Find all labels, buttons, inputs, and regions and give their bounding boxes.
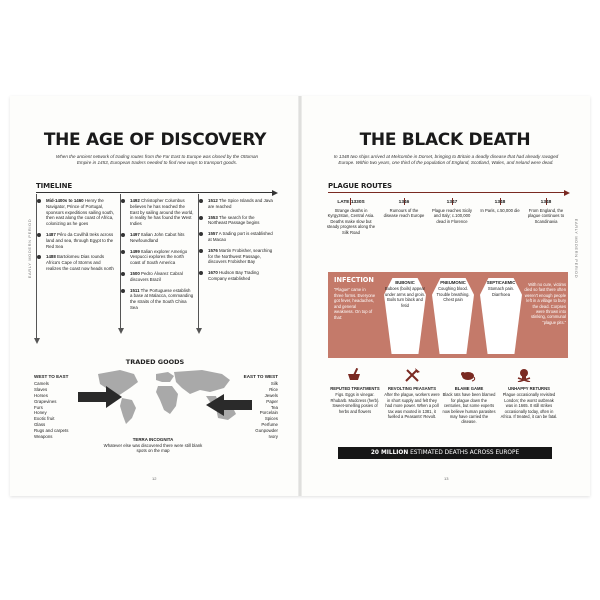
- timeline-entry: 1492 Christopher Columbus believes he has reached the East by sailing around the world, in reality he has found the West Indies: [130, 198, 194, 227]
- timeline-entry: 1553 The search for the Northeast Passage begins: [208, 215, 274, 227]
- fact-peasants: REVOLTING PEASANTS After the plague, workers were in short supply and felt they had more power. When a poll tax was mooted in 1381, it fuelled a Peasants' Revolt.: [384, 386, 440, 420]
- intro-text: When the ancient network of trading routes from the Far East to Europe was closed by the Ottoman Empire in 1453, European traders needed to find new ways to transport goods.: [55, 154, 259, 166]
- page-title: THE BLACK DEATH: [359, 130, 531, 150]
- side-tab: EARLY MODERN PERIOD: [27, 218, 33, 279]
- crossed-tools-icon: [404, 368, 420, 382]
- side-tab: EARLY MODERN PERIOD: [573, 218, 579, 279]
- fact-unhappy-returns: UNHAPPY RETURNS Plague occasionally revisited London; the worst outbreak was in 1665. It still strikes occasionally today, often in Africa. If treated, it can be fatal.: [500, 386, 558, 420]
- fact-treatments: REPUTED TREATMENTS Figs. Eggs in vinegar. Rhubarb. Mudcress (herb). Sweet-smelling posies of herbs and flowers: [330, 386, 380, 414]
- timeline-column-3: [208, 198, 274, 287]
- list-item: Porcelain: [259, 410, 278, 416]
- timeline-entry: 1487 Pêro da Covilhã treks across land and sea, through Egypt to the Red Sea: [46, 232, 116, 249]
- infection-type-pneumonic: PNEUMONIC Coughing blood. Trouble breathing. Chest pain: [436, 280, 470, 303]
- timeline-column-2: [130, 198, 194, 316]
- infection-type-septicaemic: SEPTICAEMIC Stomach pain. Diarrhoea: [486, 280, 516, 297]
- list-item: Grapevines: [34, 398, 57, 404]
- timeline-arrow-1: [34, 338, 40, 344]
- list-item: Jewels: [264, 392, 278, 398]
- timeline-arrow-3: [196, 328, 202, 334]
- timeline-entry: 1488 Bartolomeu Dias rounds Africa's Cape of Storms and realizes the coast now heads north: [46, 254, 116, 271]
- list-item: Rugs and carpets: [34, 428, 69, 434]
- timeline-entry: 1576 Martin Frobisher, searching for the Northwest Passage, discovers Frobisher Bay: [208, 248, 274, 265]
- infection-heading: INFECTION: [334, 276, 374, 284]
- route-item: 1346 Rumours of the disease reach Europe: [383, 200, 425, 219]
- timeline-entry: 1499 Italian explorer Amerigo Vespucci explores the north coast of South America: [130, 249, 194, 266]
- timeline-heading: TIMELINE: [36, 182, 73, 190]
- timeline-entry: 1497 Italian John Cabot hits Newfoundland: [130, 232, 194, 244]
- timeline-entry: 1512 The Spice Islands and Java are reached: [208, 198, 274, 210]
- routes-arrowhead: [564, 190, 570, 196]
- list-item: Tea: [270, 404, 278, 410]
- list-item: Rice: [269, 386, 278, 392]
- list-item: Weapons: [34, 434, 53, 440]
- east-to-west-list: [224, 374, 278, 440]
- timeline-line-1: [36, 194, 37, 338]
- timeline-column-1: [46, 198, 116, 277]
- traded-goods-heading: TRADED GOODS: [125, 358, 185, 366]
- list-item: Furs: [34, 404, 43, 410]
- terra-text: Whatever else was discovered there were still blank spots on the map: [103, 442, 203, 454]
- list-item: Exotic fruit: [34, 416, 55, 422]
- timeline-line-2: [120, 194, 121, 328]
- death-toll-banner: 20 MILLION ESTIMATED DEATHS ACROSS EUROPE: [338, 447, 552, 459]
- list-item: Camels: [34, 380, 49, 386]
- page-number: 13: [444, 476, 449, 481]
- plague-routes-heading: PLAGUE ROUTES: [328, 182, 392, 190]
- infection-type-bubonic: BUBONIC Buboes (boils) appear under arms and groin. Boils turn black and fetid: [384, 280, 426, 308]
- timeline-rule: [36, 192, 272, 193]
- list-item: Ivory: [268, 434, 278, 440]
- terra-incognita: [98, 437, 208, 454]
- timeline-entry: 1557 A trading port is established at Macao: [208, 231, 274, 243]
- routes-top-rule: [328, 192, 564, 193]
- fact-blame-game: BLAME GAME Black rats have been blamed for plague down the centuries, but some experts now believe human parasites may have carried the disease.: [442, 386, 496, 425]
- route-item: 1348 From England, the plague continues to Scandinavia: [527, 200, 565, 224]
- list-item: Silk: [270, 380, 278, 386]
- timeline-entry: 1500 Pedro Álvarez Cabral discovers Brazil: [130, 271, 194, 283]
- list-item: Glass: [34, 422, 46, 428]
- list-item: Perfume: [261, 422, 278, 428]
- route-item: 1347 Plague reaches Sicily and Italy; c.100,000 dead in Florence: [431, 200, 473, 224]
- mortar-pestle-icon: [346, 368, 362, 382]
- right-page: [300, 96, 590, 496]
- book-spread: [10, 96, 590, 496]
- timeline-entry: 1511 The Portuguese establish a base at Malacca, commanding the straits of the South China Sea: [130, 288, 194, 311]
- page-title: THE AGE OF DISCOVERY: [43, 130, 267, 150]
- infection-outcome: With no cure, victims died so fast there often weren't enough people left in a village to bury the dead. Corpses were thrown into stinking, communal “plague pits.”: [524, 282, 566, 325]
- terra-heading: TERRA INCOGNITA: [132, 437, 174, 442]
- timeline-line-3: [198, 194, 199, 328]
- timeline-arrowhead: [272, 190, 278, 196]
- list-item: Horses: [34, 392, 48, 398]
- intro-text: In 1348 two ships arrived at Melcombe in Dorset, bringing to Britain a deadly disease that had already ravaged Europe. Within two years, one third of the population of England, Scotland, Wales, and Ireland were dead.: [333, 154, 559, 166]
- timeline-entry: Mid-1400s to 1460 Henry the Navigator, Prince of Portugal, sponsors expeditions sailing south, then east along the coast of Africa, colonizing as he goes: [46, 198, 116, 227]
- route-item: 1348 In Paris, c.50,000 die: [480, 200, 520, 213]
- list-item: Slaves: [34, 386, 48, 392]
- list-item: Gunpowder: [255, 428, 278, 434]
- east-to-west-heading: EAST TO WEST: [243, 374, 278, 379]
- list-item: Paper: [266, 398, 278, 404]
- timeline-entry: 1670 Hudson Bay Trading Company established: [208, 270, 274, 282]
- west-to-east-heading: WEST TO EAST: [34, 374, 69, 379]
- list-item: Spices: [264, 416, 278, 422]
- left-page: [10, 96, 300, 496]
- timeline-arrow-2: [118, 328, 124, 334]
- route-item: LATE 1330S Strange deaths in Kyrgyzstan, Central Asia. Deaths make slow but steady progress along the Silk Road: [326, 200, 376, 235]
- page-number: 12: [152, 476, 157, 481]
- list-item: Honey: [34, 410, 47, 416]
- east-arrow-icon: [78, 384, 122, 410]
- rat-icon: [460, 368, 476, 382]
- skull-crossbones-icon: [516, 368, 532, 382]
- infection-intro: “Plague” came in three forms. Everyone got fever, headaches, and general weakness. On top of that:: [334, 287, 376, 320]
